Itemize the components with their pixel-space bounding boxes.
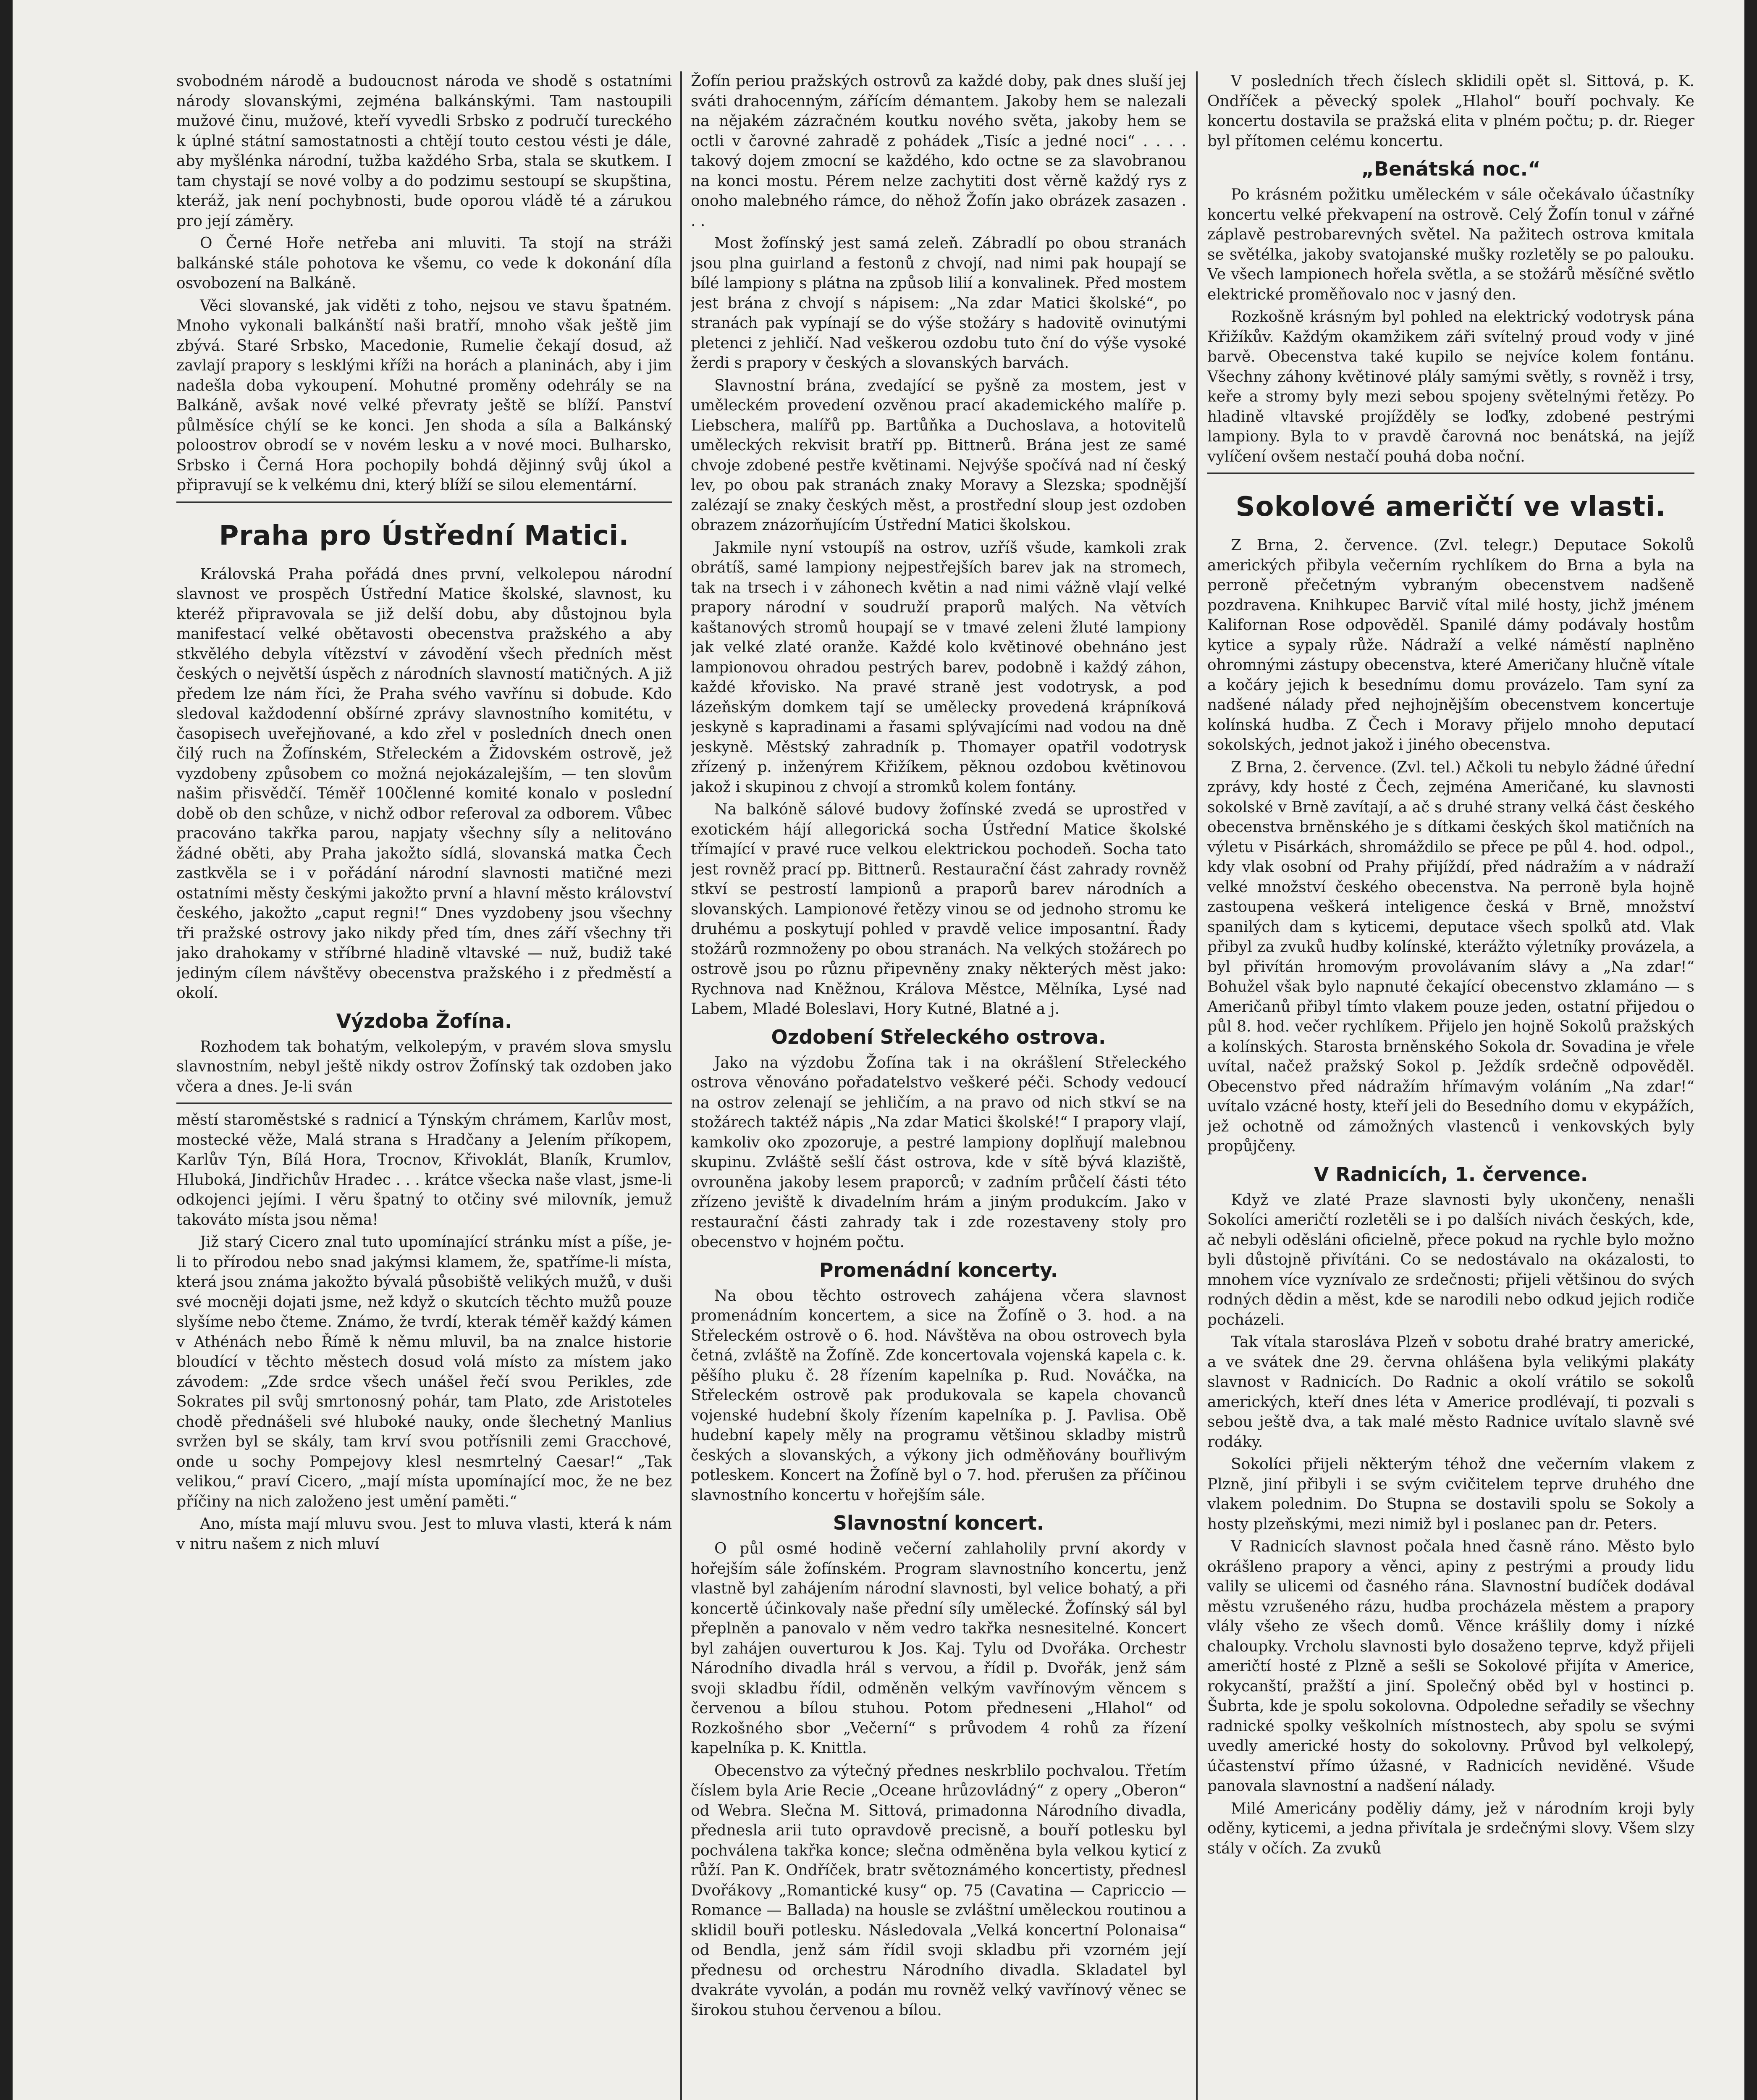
paragraph: Tak vítala starosláva Plzeň v sobotu drahé bratry americké, a ve svátek dne 29. června ohlášena byla velikými plakáty slavnost v Radnicích. Do Radnic a okolí vrátilo se sokolů amerických, kteří dnes léta v Americe prodlévají, ti pozvali s sebou ještě dva, a tak malé město Radnice uvítalo slavně své rodáky.	[1207, 1334, 1694, 1451]
paragraph: Ano, místa mají mluvu svou. Jest to mluva vlasti, která k nám v nitru našem z nich mluví	[176, 1515, 672, 1553]
paragraph: V posledních třech číslech sklidili opět sl. Sittová, p. K. Ondříček a pěvecký spolek „Hlahol“ bouří pochvaly. Ke koncertu dostavila se pražská elita v plném počtu; p. dr. Rieger byl přítomen celému koncertu.	[1207, 73, 1694, 150]
paragraph: Po krásném požitku uměleckém v sále očekávalo účastníky koncertu velké překvapení na ostrově. Celý Žofín tonul v zářné záplavě pestrobarevných světel. Na pažitech ostrova kmitala se světélka, jakoby svatojanské mušky rozletěly se po palouku. Ve všech lampionech hořela světla, a se stožárů měsíčné světlo elektrické proměňovalo noc v jasný den.	[1207, 186, 1694, 303]
paragraph: Milé Americány poděliy dámy, jež v národním kroji byly oděny, kyticemi, a jedna přivítala je srdečnými slovy. Všem slzy stály v očích. Za zvuků	[1207, 1800, 1694, 1857]
paragraph: Most žofínský jest samá zeleň. Zábradlí po obou stranách jsou plna guirland a festonů z chvojí, nad nimi pak houpají se bílé lampiony s plátna na způsob lilií a konvalinek. Před mostem jest brána z chvojí s nápisem: „Na zdar Matici školské“, po stranách pak vypínají se do výše stožáry s hadovitě ovinutými pletenci z jehličí. Nad veškerou ozdobu tuto ční do výše vysoké žerdi s prapory v českých a slovanských barvách.	[691, 235, 1186, 372]
section-divider	[176, 1102, 672, 1104]
column-rule	[1196, 71, 1198, 2100]
paragraph: Když ve zlaté Praze slavnosti byly ukončeny, nenašli Sokolíci američtí rozletěli se i po dalších nivách českých, kde, ač nebyli oděsláni oficielně, přece pokud na rychle bylo možno byli důstojně přivítáni. Co se nedostávalo na okázalosti, to mnohem více vyznívalo ze srdečnosti; přijeli většinou do svých rodných dědin a měst, kde se narodili nebo odkud jejich rodiče pocházeli.	[1207, 1191, 1694, 1328]
paragraph: svobodném národě a budoucnost národa ve shodě s ostatními národy slovanskými, zejména balkánskými. Tam nastoupili mužové činu, mužové, kteří vyvedli Srbsko z područí tureckého k úplné státní samostatnosti a chtějí touto cestou vésti je dále, aby myšlénka národní, tužba každého Srba, stala se skutkem. I tam chystají se nové volby a do podzimu sestoupí se skupština, kteráž, jak není pochybnosti, bude oporou vládě té a zárukou pro její záměry.	[176, 73, 672, 230]
scan-edge-left	[0, 0, 13, 2100]
paragraph: Obecenstvo za výtečný přednes neskrblilo pochvalou. Třetím číslem byla Arie Recie „Oceane hrůzovládný“ z opery „Oberon“ od Webra. Slečna M. Sittová, primadonna Národního divadla, přednesla arii tuto opravdově precisně, a bouří potlesku byl pochválena takřka konce; slečna odměněna byla velkou kyticí z růží. Pan K. Ondříček, bratr světoznámého koncertisty, přednesl Dvořákovy „Romantické kusy“ op. 75 (Cavatina — Capriccio — Romance — Ballada) na housle se zvláštní uměleckou routinou a sklidil bouři potlesku. Následovala „Velká koncertní Polonaisa“ od Bendla, jenž sám řídil svoji skladbu při vzorném její přednesu od orchestru Národního divadla. Skladatel byl dvakráte vyvolán, a podán mu rovněž velký vavřínový věnec se širokou stuhou červenou a bílou.	[691, 1762, 1186, 2019]
headline-sokolove: Sokolové američtí ve vlasti.	[1235, 491, 1666, 522]
column-rule	[680, 71, 682, 2100]
paragraph: Rozhodem tak bohatým, velkolepým, v pravém slova smyslu slavnostním, nebyl ještě nikdy ostrov Žofínský tak ozdoben jako včera a dnes. Je-li sván	[176, 1038, 672, 1095]
paragraph: Rozkošně krásným byl pohled na elektrický vodotrysk pána Křižíkův. Každým okamžikem záři svítelný proud vody v jiné barvě. Obecenstva také kupilo se nejvíce kolem fontánu. Všechny záhony květinové plály samými světly, s rovněž i trsy, keře a stromy byly mezi sebou spojeny světelnými řetězy. Po hladině vltavské projížděly se loďky, zdobené pestrými lampiony. Byla to v pravdě čarovná noc benátská, na jejíž vylíčení ovšem nestačí pouhá doba noční.	[1207, 308, 1694, 465]
paragraph: O půl osmé hodině večerní zahlaholily první akordy v hořejším sále žofínském. Program slavnostního koncertu, jenž vlastně byl zahájením národní slavnosti, byl velice bohatý, a při koncertě účinkovaly naše přední síly umělecké. Žofínský sál byl přeplněn a panovalo v něm vedro takřka nesnesitelné. Koncert byl zahájen ouverturou k Jos. Kaj. Tylu od Dvořáka. Orchestr Národního divadla hrál s vervou, a řídil p. Dvořák, jenž sám svoji skladbu řídil, odměněn velkým vavřínovým věncem s červenou a bílou stuhou. Potom předneseni „Hlahol“ od Rozkošného sbor „Večerní“ s průvodem 4 rohů za řízení kapelníka p. K. Knittla.	[691, 1540, 1186, 1757]
subheading-benatska: „Benátská noc.“	[1361, 158, 1541, 180]
subheading-vyzdoba: Výzdoba Žofína.	[336, 1009, 512, 1032]
paragraph: Sokolíci přijeli některým téhož dne večerním vlakem z Plzně, jiní přibyli i se svým cvičitelem teprve druhého dne vlakem polednim. Do Stupna se dostavili spolu se Sokoly a hosty plzeňskými, mezi nimiž byl i poslanec pan dr. Peters.	[1207, 1456, 1694, 1533]
scan-edge-right	[1744, 0, 1757, 2100]
column-2	[691, 71, 1186, 2100]
paragraph: Věci slovanské, jak viděti z toho, nejsou ve stavu špatném. Mnoho vykonali balkánští naši bratří, mnoho však ještě jim zbývá. Staré Srbsko, Macedonie, Rumelie čekají dosud, až zavlají prapory s lesklými kříži na horách a planinách, aby i jim nadešla doba vykoupení. Mohutné proměny odehrály se na Balkáně, avšak nové velké převraty ještě se blíží. Panství půlměsíce chýlí se ke konci. Jen shoda a síla a Balkánský poloostrov obrodí se v novém lesku a v nové moci. Bulharsko, Srbsko i Černá Hora pochopily bohdá dějinný svůj úkol a připravují se k velkému dni, který blíží se silou elementární.	[176, 297, 672, 494]
paragraph: Již starý Cicero znal tuto upomínající stránku míst a píše, je-li to přírodou nebo snad jakýmsi klamem, že, spatříme-li místa, která jsou známa jakožto bývalá působiště velikých mužů, v duši své mocněji dojati jsme, než když o skutcích těchto mužů pouze slyšíme nebo čteme. Známo, že tvrdí, kterak téměř každý kámen v Athénách nebo Římě k němu mluvil, ba na znalce historie bloudící v těchto městech dosud volá místo za místem jako závodem: „Zde srdce všech unášel řečí svou Perikles, zde Sokrates pil svůj smrtonosný pohár, tam Plato, zde Aristoteles chodě přednášeli své hluboké nauky, onde šlechetný Manlius svržen byl se skály, tam krví svou potřísnili zemi Gracchové, onde u sochy Pompejovy klesl nesmrtelný Caesar!“ „Tak velikou,“ praví Cicero, „mají místa upomínající moc, že ne bez příčiny na nich založeno jest umění paměti.“	[176, 1234, 672, 1510]
section-divider	[176, 501, 672, 503]
paragraph: Jako na výzdobu Žofína tak i na okrášlení Střeleckého ostrova věnováno pořadatelstvo veškeré péči. Schody vedoucí na ostrov zelenají se jehličím, a na pravo od nich stkví se na stožárech taktéž nápis „Na zdar Matici školské!“ I prapory vlají, kamkoliv oko zpozoruje, a pestré lampiony doplňují malebnou skupinu. Zvláště sešlí část ostrova, kde v sítě bývá klaziště, ovrouněna jakoby lesem praporců; v zadním průčelí části této zřízeno jeviště k divadelním hrám a jiným produkcím. Jako v restaurační části zahrady tak i zde rozestaveny stoly pro obecenstvo v hojném počtu.	[691, 1054, 1186, 1251]
paragraph: městí staroměstské s radnicí a Týnským chrámem, Karlův most, mostecké věže, Malá strana s Hradčany a Jelením příkopem, Karlův Týn, Bílá Hora, Trocnov, Křivoklát, Blaník, Krumlov, Hluboká, Jindřichův Hradec . . . krátce všecka naše vlast, jsme-li odkojenci jejími. I věru špatný to otčiny své milovník, jemuž takováto místa jsou něma!	[176, 1111, 672, 1228]
paragraph: Žofín periou pražských ostrovů za každé doby, pak dnes sluší jej sváti drahocenným, zářícím démantem. Jakoby hem se nalezali na nějakém zázračném koutku nového světa, jakoby hem se octli v čarovné zahradě z pohádek „Tisíc a jedné noci“ . . . . takový dojem zmocní se každého, kdo octne se za slavobranou na konci mostu. Pérem nelze zachytiti dost věrně každý rys z onoho malebného rámce, do něhož Žofín jako obrázek zasazen . . .	[691, 73, 1186, 230]
subheading-slavnostni: Slavnostní koncert.	[833, 1512, 1044, 1534]
paragraph: O Černé Hoře netřeba ani mluviti. Ta stojí na stráži balkánské stále pohotova ke všemu, co vede k dokonání díla osvobození na Balkáně.	[176, 235, 672, 292]
section-divider	[1207, 472, 1694, 474]
dateline-radnice: V Radnicích, 1. července.	[1314, 1163, 1588, 1186]
column-1	[176, 71, 672, 2100]
paragraph: Na obou těchto ostrovech zahájena včera slavnost promenádním koncertem, a sice na Žofíně o 3. hod. a na Střeleckém ostrově o 6. hod. Návštěva na obou ostrovech byla četná, zvláště na Žofíně. Zde koncertovala vojenská kapela c. k. pěšího pluku č. 28 řízením kapelníka p. Rud. Nováčka, na Střeleckém ostrově pak produkovala se kapela chovanců vojenské hudební školy řízením kapelníka p. J. Pavlisa. Obě hudební kapely měly na programu většinou skladby mistrů českých a slovanských, a výkony jich odměňovány bouřlivým potleskem. Koncert na Žofíně byl o 7. hod. přerušen za příčinou slavnostního koncertu v hořejším sále.	[691, 1287, 1186, 1504]
subheading-promenadni: Promenádní koncerty.	[819, 1258, 1058, 1281]
headline-praha: Praha pro Ústřední Matici.	[219, 520, 629, 551]
paragraph: Slavnostní brána, zvedající se pyšně za mostem, jest v uměleckém provedení ozvěnou prací akademického malíře p. Liebschera, malířů pp. Bartůňka a Duchoslava, a hotovitelů uměleckých rekvisit bratří pp. Bittnerů. Brána jest ze samé chvoje zdobené pestře květinami. Nejvýše spočívá nad ní český lev, po obou pak stranách znaky Moravy a Slezska; spodnější zalézají se znaky českých měst, a prostřední sloup jest ozdoben obrazem znázorňujícím Ústřední Matici školskou.	[691, 377, 1186, 534]
newspaper-page	[160, 71, 1709, 2100]
paragraph: V Radnicích slavnost počala hned časně ráno. Město bylo okrášleno prapory a věnci, apiny z pestrými a proudy lidu valily se ulicemi od časného rána. Slavnostní budíček dodával městu vzrušeného rázu, hudba procházela městem a prapory vlály všeho ze všech domů. Věnce krášlily domy i nízké chaloupky. Vrcholu slavnosti bylo dosaženo teprve, když přijeli američtí hosté z Plzně a sešli se Sokolové přijíta v Americe, rokycanští, pražští a jiní. Společný oběd byl v hostinci p. Šubrta, kde je spolu sokolovna. Odpoledne seřadily se všechny radnické spolky veškolních místnostech, aby spolu se svými uvedly americké hosty do sokolovny. Průvod byl velkolepý, účastenství přímo úžasné, v Radnicích neviděné. Všude panovala slavnostní a nadšení nálady.	[1207, 1538, 1694, 1795]
subheading-strelecky: Ozdobení Střeleckého ostrova.	[771, 1025, 1106, 1048]
paragraph: Královská Praha pořádá dnes první, velkolepou národní slavnost ve prospěch Ústřední Matice školské, slavnost, ku kteréž připravovala se již delší dobu, aby důstojnou byla manifestací velké obětavosti obecenstva pražského a aby stkvělého debyla vítězství v závodění všech předních měst českých o největší úspěch z národních slavností matičných. A již předem lze nám říci, že Praha svého vavřínu si dobude. Kdo sledoval každodenní obšírné zprávy slavnostního komitétu, v časopisech uveřejňované, a kdo zřel v posledních dnech onen čilý ruch na Žofínském, Střeleckém a Židovském ostrově, jež vyzdobeny způsobem co možná nejokázalejším, — ten slovům našim přisvědčí. Téměř 100členné komité konalo v poslední době ob den schůze, v nichž odbor referoval za odborem. Vůbec pracováno takřka parou, napjaty všechny síly a nelitováno žádné oběti, aby Praha jakožto sídlá, slovanská matka Čech zastkvěla se i v pořádání národní slavnosti matičné mezi ostatními městy českými jakožto první a hlavní město království českého, jakožto „caput regni!“ Dnes vyzdobeny jsou všechny tři pražské ostrovy jako nikdy před tím, dnes září všechny tři jako drahokamy v stříbrné hladině vltavské — nuž, budiž také jediným cílem návštěvy obecenstva pražského i z předměstí a okolí.	[176, 565, 672, 1002]
paragraph: Z Brna, 2. července. (Zvl. tel.) Ačkoli tu nebylo žádné úřední zprávy, kdy hosté z Čech, zejména Američané, ku slavnosti sokolské v Brně zavítají, a ač s druhé strany velká část českého obecenstva brněnského je s dítkami českých škol matičních na výletu v Pisárkách, shromáždilo se přece pe půl 4. hod. odpol., kdy vlak osobní od Prahy přijíždí, před nádražím a v nádraží velké množství českého obecenstva. Na perroně byla hojně zastoupena veškerá inteligence česká v Brně, množství spanilých dam s kyticemi, deputace všech spolků atd. Vlak přibyl za zvuků hudby kolínské, kterážto výletníky provázela, a byl přivítán hromovým provolávaním slávy a „Na zdar!“ Bohužel však bylo napnuté čekající obecenstvo zklamáno — s Američanů přibyl tímto vlakem pouze jeden, ostatní přijedou o půl 8. hod. večer rychlíkem. Přijelo jen hojně Sokolů pražských a kolínských. Starosta brněnského Sokola dr. Sovadina je vřele uvítal, načež pražský Sokol p. Ježdík srdečně odpověděl. Obecenstvo před nádražím hřímavým voláním „Na zdar!“ uvítalo vzácné hosty, kteří jeli do Besedního domu v ekypážích, jež ochotně od zámožných vlastenců i venkovských byly propůjčeny.	[1207, 759, 1694, 1155]
paragraph: Z Brna, 2. července. (Zvl. telegr.) Deputace Sokolů amerických přibyla večerním rychlíkem do Brna a byla na perroně přečetným vybraným obecenstvem nadšeně pozdravena. Knihkupec Barvič vítal milé hosty, jichž jménem Kalifornan Rose odpověděl. Spanilé dámy podávaly hostům kytice a sypaly růže. Nádraží a velké náměstí naplněno ohromnými zástupy obecenstva, které Američany hlučně vítale a kočáry jejich k besednímu domu provázelo. Tam syní za nadšené nálady před nejhojnějším obecenstvem koncertuje kolínská hudba. Z Čech i Moravy přijelo mnoho deputací sokolských, jednot jakož i jiného obecenstva.	[1207, 537, 1694, 753]
paragraph: Na balkóně sálové budovy žofínské zvedá se uprostřed v exotickém hájí allegorická socha Ústřední Matice školské třímající v pravé ruce velkou elektrickou pochodeň. Socha tato jest rovněž prací pp. Bittnerů. Restaurační část zahrady rovněž stkví se pestrostí lampionů a praporů barev národních a slovanských. Lampionové řetězy vinou se od jednoho stromu ke druhému a poskytují pohled v pravdě velice imposantní. Řady stožárů rozmnoženy po obou stranách. Na velkých stožárech po ostrově jsou po různu připevněny znaky některých měst jako: Rychnova nad Kněžnou, Králova Městce, Mělníka, Lysé nad Labem, Mladé Boleslavi, Hory Kutné, Blatné a j.	[691, 801, 1186, 1018]
paragraph: Jakmile nyní vstoupíš na ostrov, uzříš všude, kamkoli zrak obrátíš, samé lampiony nejpestřejších barev jak na stromech, tak na trsech i v záhonech květin a nad nimi vážně vlají velké prapory národní v soudruží praporů malých. Na větvích kaštanových stromů houpají se v tmavé zeleni žluté lampiony jak velké zlaté oranže. Každé kolo květinové obehnáno jest lampionovou ohradou pestrých barev, podobně i každý záhon, každé křovisko. Na pravé straně jest vodotrysk, a pod lázeňským domkem tají se umělecky provedená krápníková jeskyně s kapradinami a řasami splývajícími nad vodou na dně jeskyně. Městský zahradník p. Thomayer opatřil vodotrysk zřízený p. inženýrem Křižíkem, pěknou ozdobou květinovou jakož i skupinou z chvojí a stromků kolem fontány.	[691, 539, 1186, 796]
column-3	[1207, 71, 1694, 2100]
